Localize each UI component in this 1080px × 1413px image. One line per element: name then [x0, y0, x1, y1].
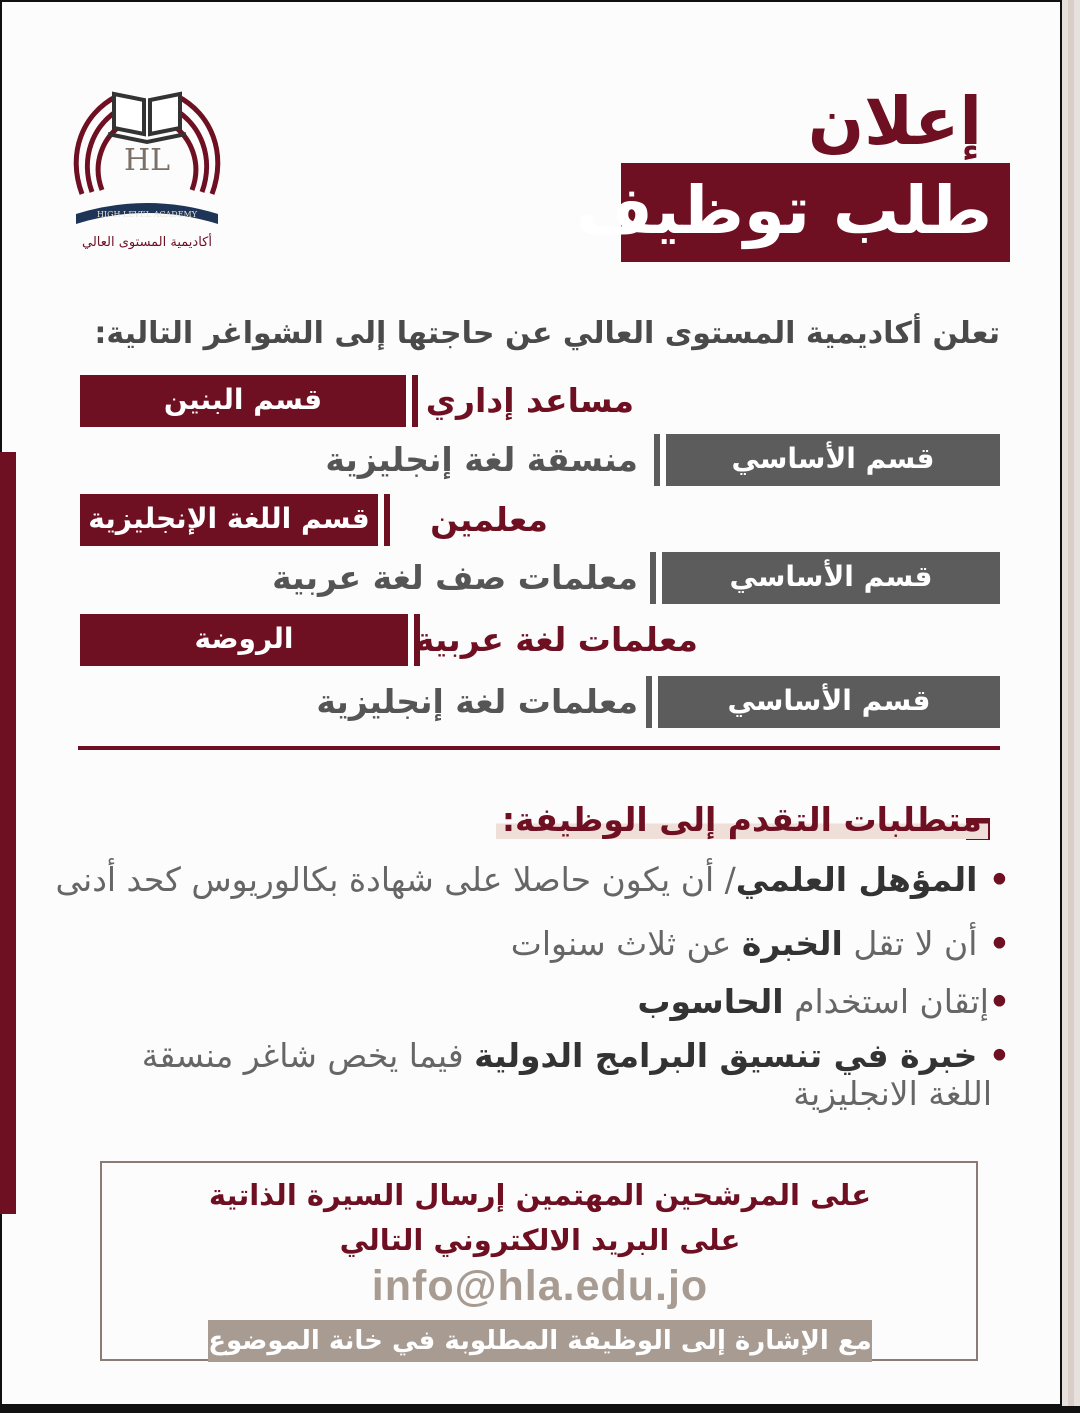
requirement-bold: خبرة في تنسيق البرامج الدولية — [474, 1036, 978, 1075]
requirements-heading: متطلبات التقدم إلى الوظيفة: — [496, 800, 988, 839]
side-accent-bar — [0, 452, 16, 1214]
job-title: معلمات لغة عربية — [414, 620, 698, 659]
requirement-item: • خبرة في تنسيق البرامج الدولية فيما يخص شاغر منسقة — [141, 1036, 1010, 1075]
academy-logo — [62, 74, 232, 264]
requirement-pre: أن لا تقل — [842, 924, 978, 963]
requirement-bold: المؤهل العلمي — [735, 860, 978, 899]
contact-email-link[interactable]: info@hla.edu.jo — [371, 1262, 709, 1310]
job-title: معلمات صف لغة عربية — [272, 558, 638, 597]
requirement-item: • أن لا تقل الخبرة عن ثلاث سنوات — [510, 924, 1010, 963]
requirement-text: عن ثلاث سنوات — [510, 924, 742, 963]
requirement-text: / أن يكون حاصلا على شهادة بكالوريوس كحد أدنى — [55, 860, 736, 899]
requirement-pre: إتقان استخدام — [783, 982, 989, 1021]
logo-monogram: HL — [123, 143, 171, 178]
department-tag: قسم الأساسي — [652, 676, 1000, 728]
logo-arabic-name: أكاديمية المستوى العالي — [82, 235, 212, 250]
department-tag: الروضة — [80, 614, 414, 666]
requirement-continuation: اللغة الانجليزية — [793, 1074, 992, 1113]
contact-line-1: على المرشحين المهتمين إرسال السيرة الذاتية — [208, 1178, 872, 1212]
contact-line-2: على البريد الالكتروني التالي — [339, 1223, 741, 1257]
subject-note: مع الإشارة إلى الوظيفة المطلوبة في خانة الموضوع — [208, 1320, 872, 1362]
department-tag: قسم الأساسي — [660, 434, 1000, 486]
requirement-item: •إتقان استخدام الحاسوب — [637, 982, 1010, 1021]
section-divider — [78, 746, 1000, 750]
department-tag: قسم اللغة الإنجليزية — [80, 494, 384, 546]
logo-ribbon-text: HIGH LEVEL ACADEMY — [96, 210, 198, 219]
requirement-bold: الخبرة — [741, 924, 843, 963]
intro-text: تعلن أكاديمية المستوى العالي عن حاجتها إلى الشواغر التالية: — [94, 316, 1000, 351]
announcement-title: إعلان — [807, 83, 982, 160]
job-title: معلمين — [430, 500, 548, 539]
job-request-title: طلب توظيف — [576, 172, 992, 249]
requirement-item: • المؤهل العلمي/ أن يكون حاصلا على شهادة بكالوريوس كحد أدنى — [55, 860, 1010, 899]
job-title: معلمات لغة إنجليزية — [316, 682, 638, 721]
job-title: مساعد إداري — [425, 381, 634, 420]
page-bottom-edge — [0, 1406, 1080, 1413]
job-title: منسقة لغة إنجليزية — [325, 440, 638, 479]
requirement-text: فيما يخص شاغر منسقة — [141, 1036, 475, 1075]
department-tag: قسم الأساسي — [656, 552, 1000, 604]
job-request-banner — [576, 163, 1010, 262]
department-tag: قسم البنين — [80, 375, 412, 427]
requirement-bold: الحاسوب — [637, 982, 784, 1021]
